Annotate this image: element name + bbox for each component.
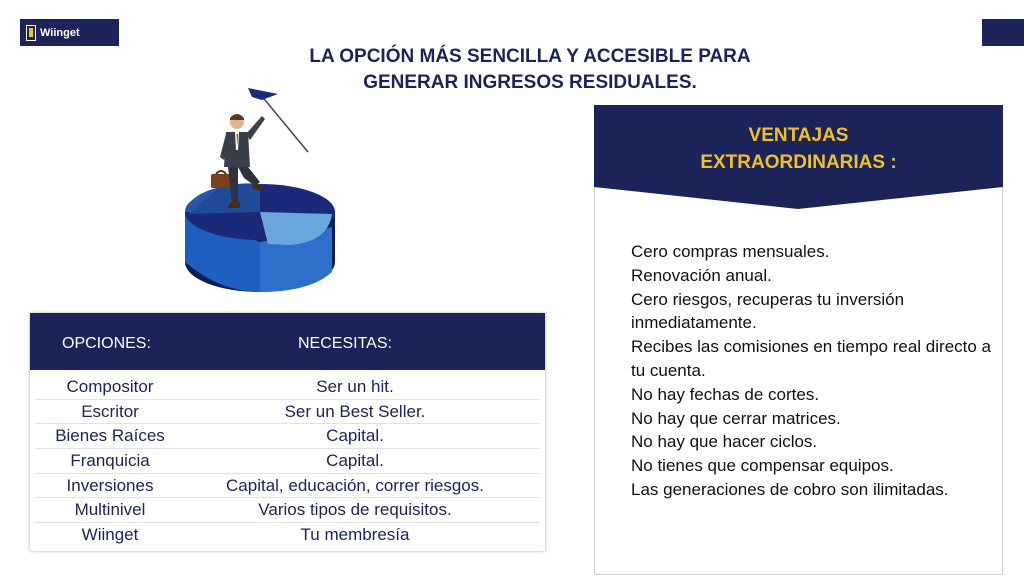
businessman-on-pie-chart-illustration <box>180 82 355 302</box>
table-row <box>35 498 540 523</box>
advantages-title <box>594 122 1003 176</box>
option-cell: Wiinget <box>81 524 139 544</box>
need-cell: Capital. <box>326 426 384 446</box>
advantage-item: No hay que cerrar matrices. <box>631 408 841 428</box>
advantages-title-line-1: VENTAJAS <box>748 125 849 146</box>
need-cell: Varios tipos de requisitos. <box>258 500 452 520</box>
option-cell: Bienes Raíces <box>55 426 165 446</box>
advantage-item: No hay fechas de cortes. <box>631 384 820 404</box>
option-cell: Compositor <box>66 376 154 396</box>
option-cell: Multinivel <box>74 500 146 520</box>
pie-chart-icon <box>185 183 335 292</box>
advantage-item: Recibes las comisiones en tiempo real directo a tu cuenta. <box>631 337 992 380</box>
advantage-item: Renovación anual. <box>631 265 772 285</box>
advantage-item: No tienes que compensar equipos. <box>631 456 894 476</box>
advantage-item: No hay que hacer ciclos. <box>631 432 818 452</box>
table-row <box>35 424 540 449</box>
advantage-item: Cero riesgos, recuperas tu inversión inmediatamente. <box>631 289 905 333</box>
advantage-item: Cero compras mensuales. <box>631 242 830 261</box>
need-cell: Capital. <box>326 450 384 470</box>
need-cell: Ser un Best Seller. <box>284 401 426 421</box>
table-row <box>35 523 540 547</box>
table-body <box>35 375 540 547</box>
need-cell: Capital, educación, correr riesgos. <box>226 475 484 495</box>
need-cell: Tu membresía <box>300 524 410 544</box>
table-row <box>35 400 540 425</box>
title-line-2: GENERAR INGRESOS RESIDUALES. <box>363 72 697 93</box>
table-row <box>35 449 540 474</box>
flag-icon <box>248 88 308 152</box>
table-header <box>30 313 545 370</box>
option-cell: Inversiones <box>66 475 154 495</box>
comparison-table <box>30 313 545 551</box>
title-line-1: LA OPCIÓN MÁS SENCILLA Y ACCESIBLE PARA <box>309 46 751 67</box>
brand-logo <box>20 19 119 46</box>
table-row <box>35 375 540 400</box>
corner-decoration <box>982 19 1024 46</box>
option-cell: Franquicia <box>70 450 150 470</box>
logo-text: Wiinget <box>40 26 80 39</box>
advantages-title-line-2: EXTRAORDINARIAS : <box>700 152 897 173</box>
advantages-list <box>631 240 1001 502</box>
option-cell: Escritor <box>81 401 139 421</box>
need-cell: Ser un hit. <box>316 376 394 396</box>
column-header-needs: NECESITAS: <box>298 335 392 352</box>
wiinget-logo-icon <box>26 25 36 41</box>
column-header-options: OPCIONES: <box>62 335 151 352</box>
advantage-item: Las generaciones de cobro son ilimitadas. <box>631 479 949 499</box>
table-row <box>35 474 540 499</box>
